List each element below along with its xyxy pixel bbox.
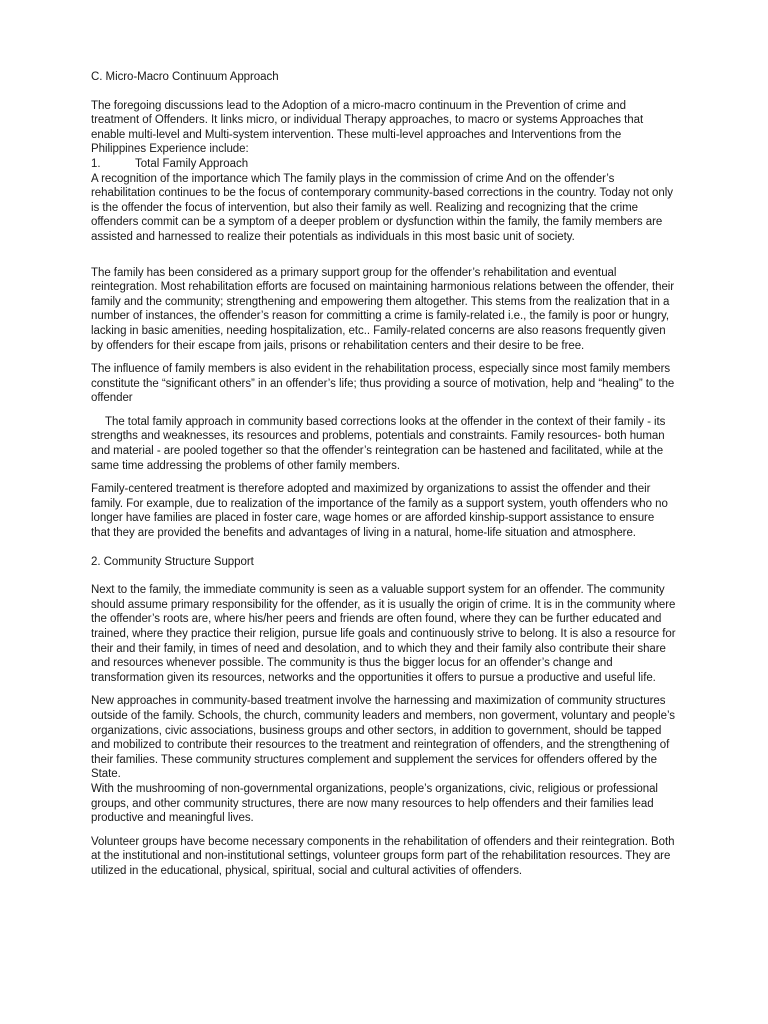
community-paragraph-3: With the mushrooming of non-governmental organizations, people’s organizations, civic, religious or professional groups, and other community structures, there are now many resources to help offenders and their families lead productive and meaningful lives. — [91, 782, 662, 825]
community-paragraph-4: Volunteer groups have become necessary components in the rehabilitation of offenders and their reintegration. Both at the institutional and non-institutional settings, volunteer groups form part of the rehabilitation resources. They are utilized in the educational, physical, spiritual, social and cultural activities of offenders. — [91, 835, 678, 877]
community-paragraph-1: Next to the family, the immediate community is seen as a valuable support system for an offender. The community should assume primary responsibility for the offender, as it is usually the origin of crime. It is in the community where the offender’s roots are, where his/her peers and friends are often found, where they can be further educated and trained, where they practice their religion, pursue life goals and continuously strive to belong. It is also a resource for their and their family, in times of need and desolation, and to which they and their family also contribute their share and resources whenever possible. The community is thus the bigger locus for an offender’s change and transformation given its resources, networks and the opportunities it offers to pursue a productive and useful life. — [91, 584, 679, 684]
item1-number: 1. — [91, 157, 101, 170]
family-paragraph-4: The total family approach in community based corrections looks at the offender in the context of their family - its strengths and weaknesses, its resources and problems, potentials and constraints. Family resources- both human and material - are pooled together so that the offender’s reintegration can be hastened and facilitated, while at the same time addressing the problems of other family members. — [91, 415, 669, 472]
item1-heading — [91, 157, 676, 172]
family-paragraph-1: A recognition of the importance which The family plays in the commission of crime And on the offender’s rehabilitation continues to be the focus of contemporary community-based corrections in the country. Today not only is the offender the focus of intervention, but also their family as well. Realizing and recognizing that the crime offenders commit can be a symptom of a deeper problem or dysfunction within the family, the family members are assisted and harnessed to realize their potentials as individuals in this most basic unit of society. — [91, 172, 677, 243]
family-paragraph-2: The family has been considered as a primary support group for the offender’s rehabilitation and eventual reintegration. Most rehabilitation efforts are focused on maintaining harmonious relations between the offender, their family and the community; strengthening and empowering them altogether. This stems from the realization that in a number of instances, the offender’s reason for committing a crime is family-related i.e., the family is poor or hungry, lacking in basic amenities, needing hospitalization, etc.. Family-related concerns are also reasons frequently given by offenders for their escape from jails, prisons or rehabilitation centers and their desire to be free. — [91, 266, 678, 352]
intro-paragraph: The foregoing discussions lead to the Adoption of a micro-macro continuum in the Prevention of crime and treatment of Offenders. It links micro, or individual Therapy approaches, to macro or systems Approaches that enable multi-level and Multi-system intervention. These multi-level approaches and Interventions from the Philippines Experience include: — [91, 99, 647, 156]
family-paragraph-5: Family-centered treatment is therefore adopted and maximized by organizations to assist the offender and their family. For example, due to realization of the importance of the family as a support system, youth offenders who no longer have families are placed in foster care, wage homes or are afforded kinship-support assistance to ensure that they are provided the benefits and advantages of living in a natural, home-life situation and atmosphere. — [91, 483, 671, 540]
item1-title: Total Family Approach — [135, 157, 249, 170]
section-heading: C. Micro-Macro Continuum Approach — [91, 71, 279, 83]
community-paragraph-2: New approaches in community-based treatment involve the harnessing and maximization of community structures outside of the family. Schools, the church, community leaders and members, non goverment, voluntary and people’s organizations, civic associations, business groups and other sectors, in addition to government, should be tapped and mobilized to contribute their resources to the treatment and reintegration of offenders, and the strengthening of their families. These community structures complement and supplement the services for offenders offered by the State. — [91, 695, 679, 781]
item2-heading: 2. Community Structure Support — [91, 555, 254, 568]
family-paragraph-3: The influence of family members is also evident in the rehabilitation process, especially since most family members constitute the “significant others” in an offender’s life; thus providing a source of motivation, help and “healing” to the offender — [91, 363, 678, 405]
